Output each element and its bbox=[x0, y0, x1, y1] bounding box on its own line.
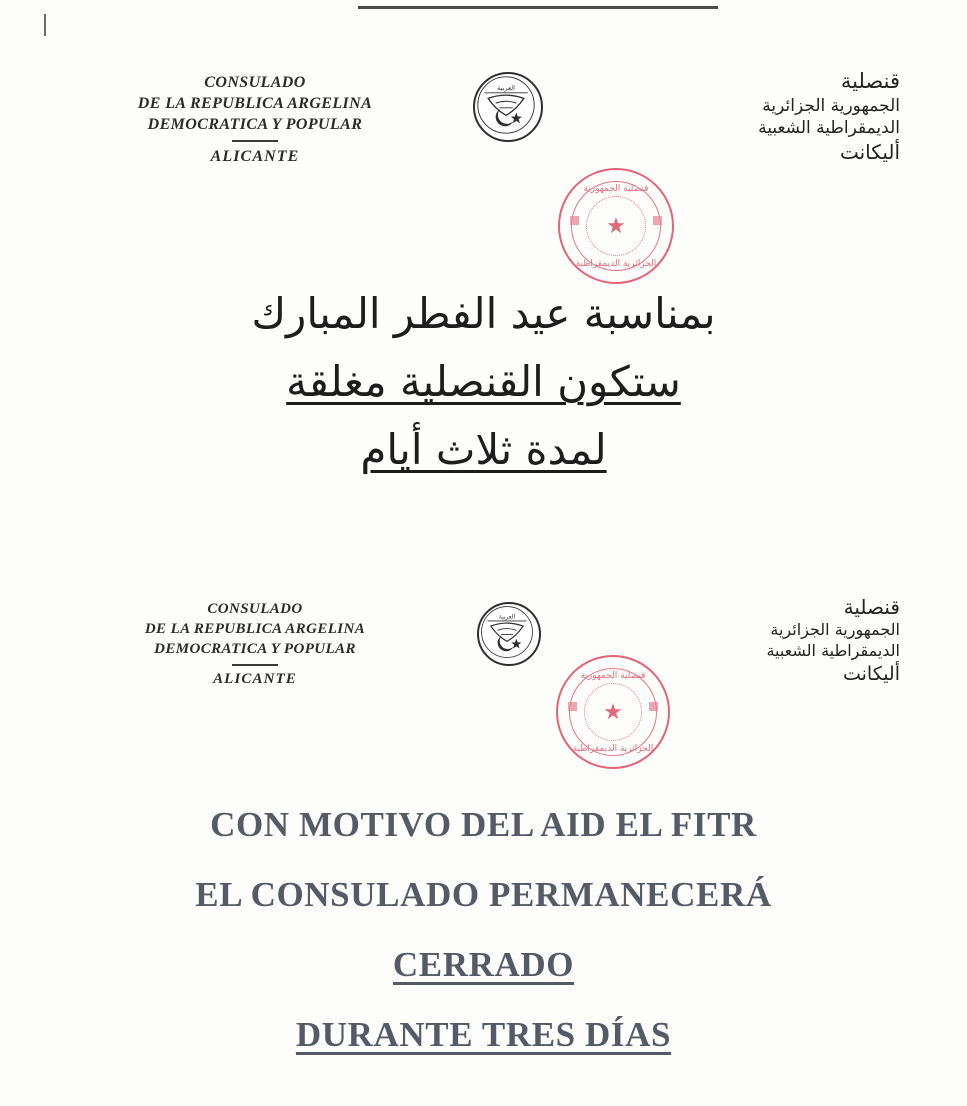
stamp-tick-right bbox=[649, 702, 658, 711]
letterhead-bottom bbox=[0, 588, 967, 718]
notice-spanish-line-1: CON MOTIVO DEL AID EL FITR bbox=[210, 805, 757, 844]
page-top-rule bbox=[358, 6, 718, 9]
consular-round-stamp-bottom bbox=[556, 655, 670, 769]
letterhead-arabic-line3: الديمقراطية الشعبية bbox=[766, 640, 900, 660]
letterhead-line-republica: DE LA REPUBLICA ARGELINA bbox=[144, 620, 366, 637]
letterhead-arabic-line3: الديمقراطية الشعبية bbox=[758, 118, 900, 139]
letterhead-arabic-top bbox=[600, 68, 900, 165]
letterhead-city: ALICANTE bbox=[210, 148, 300, 166]
stamp-arc-top-text: قنصلية الجمهورية bbox=[583, 184, 649, 194]
letterhead-spanish-bottom bbox=[60, 600, 450, 690]
algeria-national-emblem-icon bbox=[477, 602, 541, 666]
stamp-tick-right bbox=[653, 216, 662, 225]
letterhead-arabic-line1: قنصلية bbox=[840, 69, 900, 93]
notice-arabic-line-2: ستكون القنصلية مغلقة bbox=[286, 357, 681, 407]
notice-spanish-line-4: DURANTE TRES DÍAS bbox=[295, 1015, 672, 1054]
notice-arabic bbox=[0, 280, 967, 484]
consular-round-stamp-top bbox=[558, 168, 674, 284]
notice-arabic-line-1: بمناسبة عيد الفطر المبارك bbox=[251, 289, 716, 338]
svg-text:العربية: العربية bbox=[498, 613, 516, 621]
letterhead-divider bbox=[232, 664, 278, 666]
letterhead-spanish-top bbox=[60, 72, 450, 167]
algeria-national-emblem-icon bbox=[473, 72, 543, 142]
stamp-tick-left bbox=[568, 702, 577, 711]
stamp-star-icon: ★ bbox=[603, 699, 623, 724]
notice-spanish-line-3: CERRADO bbox=[392, 945, 575, 984]
letterhead-line-consulado: CONSULADO bbox=[207, 601, 303, 617]
letterhead-line-republica: DE LA REPUBLICA ARGELINA bbox=[137, 95, 373, 113]
letterhead-arabic-line4: أليكانت bbox=[842, 662, 900, 685]
svg-text:العربية: العربية bbox=[497, 83, 515, 92]
letterhead-top bbox=[0, 60, 967, 190]
page-corner-mark bbox=[44, 14, 46, 36]
letterhead-arabic-line2: الجمهورية الجزائرية bbox=[770, 620, 900, 639]
notice-spanish bbox=[0, 790, 967, 1070]
letterhead-arabic-line1: قنصلية bbox=[843, 595, 900, 619]
letterhead-divider bbox=[232, 140, 278, 142]
stamp-arc-bottom-text: الجزائرية الديمقراطية bbox=[575, 259, 657, 269]
stamp-tick-left bbox=[570, 216, 579, 225]
stamp-star-icon: ★ bbox=[606, 213, 626, 238]
letterhead-city: ALICANTE bbox=[213, 671, 297, 688]
notice-spanish-line-2: EL CONSULADO PERMANECERÁ bbox=[195, 875, 772, 914]
notice-arabic-line-3: لمدة ثلاث أيام bbox=[360, 425, 607, 475]
stamp-arc-top-text: قنصلية الجمهورية bbox=[580, 671, 646, 681]
letterhead-line-democratica: DEMOCRATICA Y POPULAR bbox=[147, 116, 363, 134]
letterhead-line-democratica: DEMOCRATICA Y POPULAR bbox=[154, 640, 356, 657]
letterhead-arabic-line4: أليكانت bbox=[839, 140, 900, 165]
letterhead-arabic-line2: الجمهورية الجزائرية bbox=[762, 96, 900, 117]
stamp-arc-bottom-text: الجزائرية الديمقراطية bbox=[572, 744, 654, 754]
letterhead-line-consulado: CONSULADO bbox=[204, 74, 306, 91]
